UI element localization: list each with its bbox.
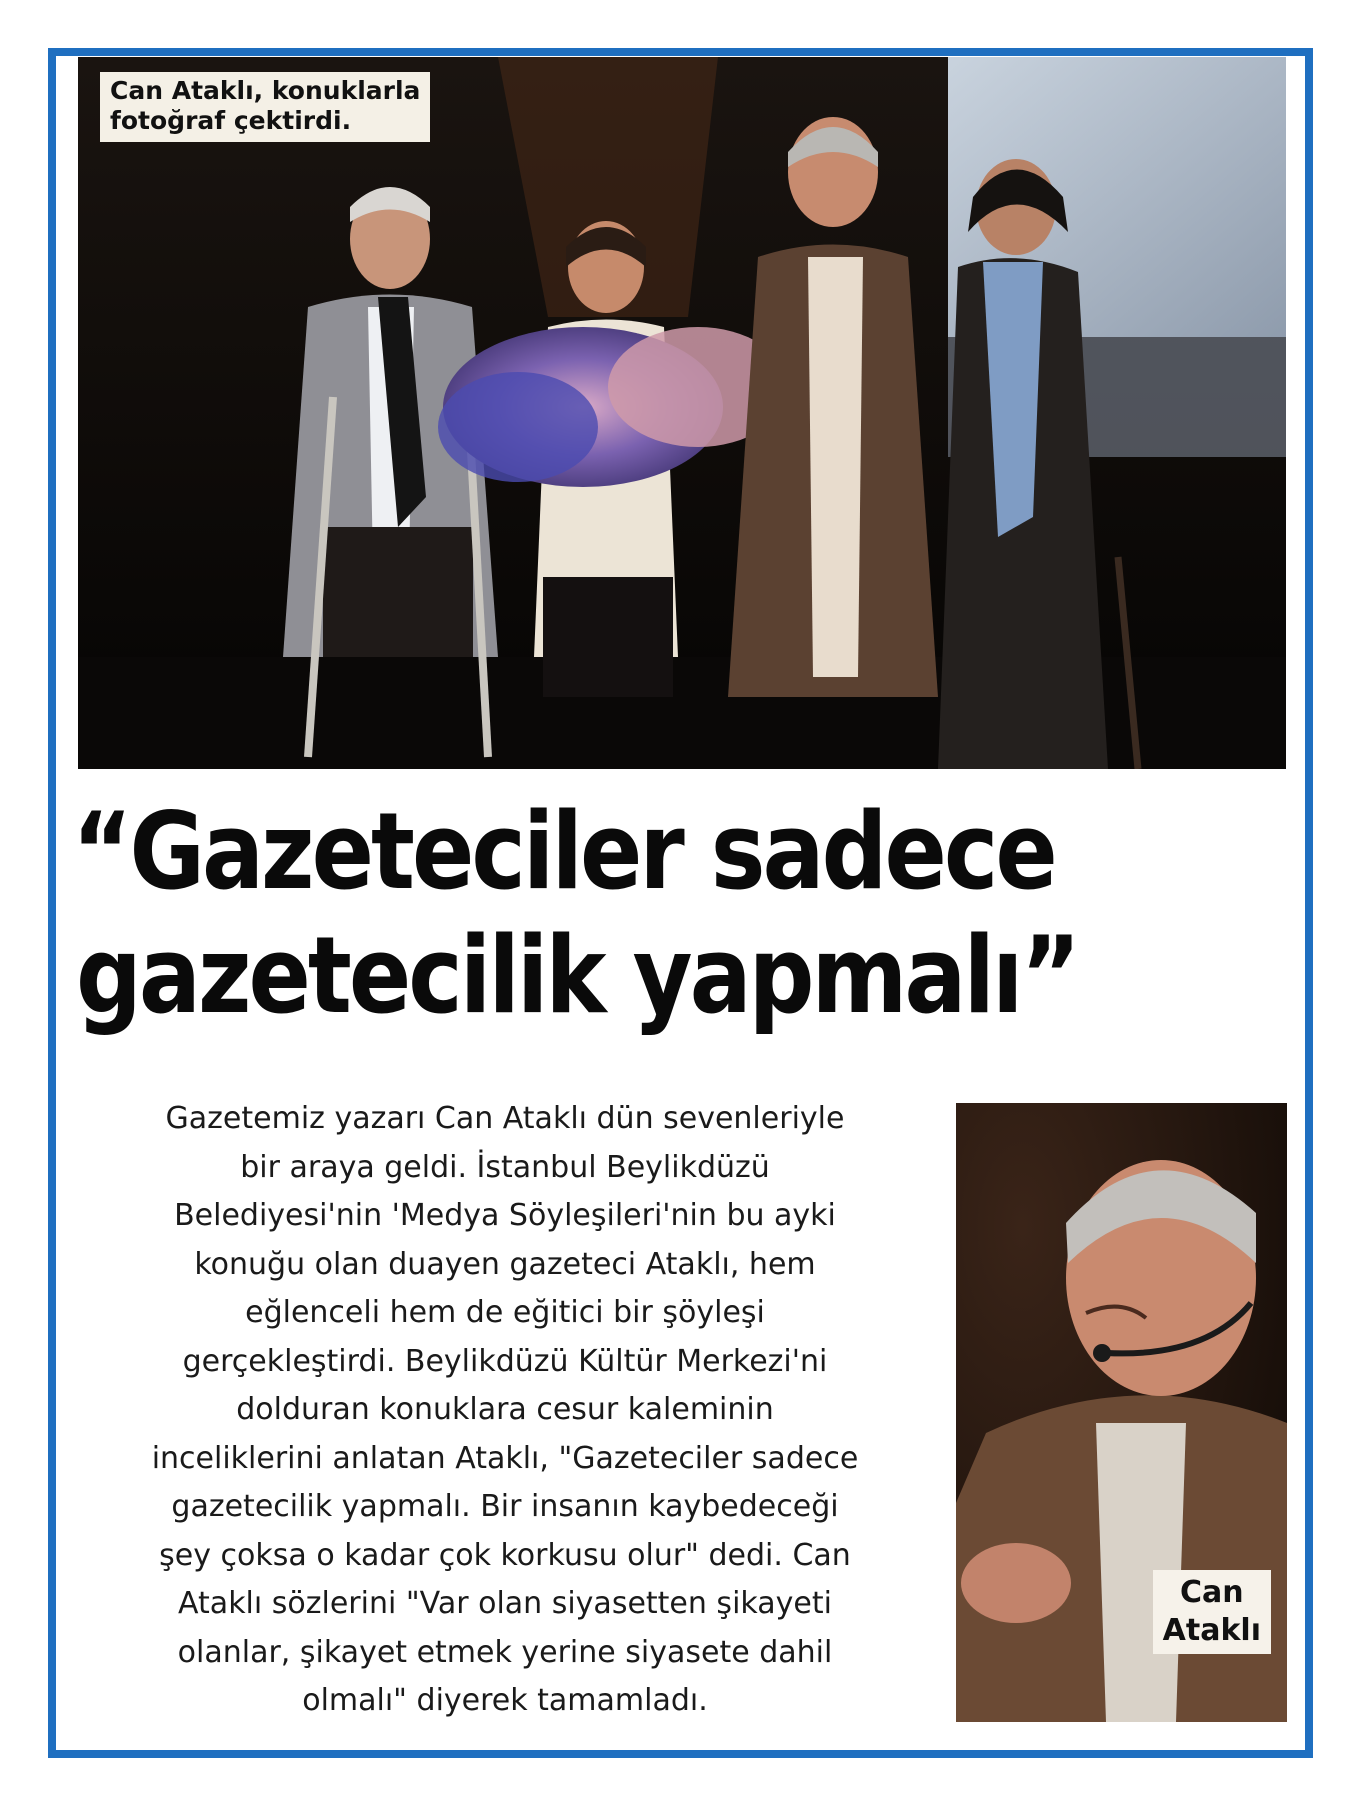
body-line: Gazetemiz yazarı Can Ataklı dün sevenleriyle <box>165 1101 845 1136</box>
body-line: dolduran konuklara cesur kaleminin <box>236 1392 774 1427</box>
body-line: Ataklı sözlerini "Var olan siyasetten şikayeti <box>178 1586 832 1621</box>
body-line: inceliklerini anlatan Ataklı, "Gazeteciler sadece <box>151 1440 859 1476</box>
photo-caption-line-2: fotoğraf çektirdi. <box>110 106 352 135</box>
body-line: gazetecilik yapmalı. Bir insanın kaybedeceği <box>171 1489 839 1524</box>
headline-line-2: gazetecilik yapmalı” <box>76 914 1078 1038</box>
body-line: şey çoksa o kadar çok korkusu olur" dedi. Can <box>159 1537 851 1573</box>
portrait-photo <box>956 1103 1287 1722</box>
headline <box>72 790 1282 1038</box>
body-line: bir araya geldi. İstanbul Beylikdüzü <box>240 1149 770 1185</box>
photo-caption <box>100 72 430 142</box>
body-line: gerçekleştirdi. Beylikdüzü Kültür Merkezi'ni <box>182 1343 828 1379</box>
body-line: Belediyesi'nin 'Medya Söyleşileri'nin bu ayki <box>174 1198 836 1233</box>
group-photo-illustration <box>78 57 1286 769</box>
portrait-caption <box>1153 1570 1271 1654</box>
headline-line-1: “Gazeteciler sadece <box>72 790 1055 914</box>
photo-caption-line-1: Can Ataklı, konuklarla <box>110 76 421 105</box>
body-line: olanlar, şikayet etmek yerine siyasete dahil <box>177 1634 833 1670</box>
group-photo <box>78 57 1286 769</box>
portrait-caption-line-1: Can <box>1180 1575 1244 1610</box>
body-line: olmalı" diyerek tamamladı. <box>302 1683 708 1718</box>
body-line: eğlenceli hem de eğitici bir şöyleşi <box>245 1295 765 1330</box>
body-line: konuğu olan duayen gazeteci Ataklı, hem <box>194 1246 816 1282</box>
portrait-caption-line-2: Ataklı <box>1162 1613 1261 1648</box>
article-body <box>70 1095 940 1726</box>
